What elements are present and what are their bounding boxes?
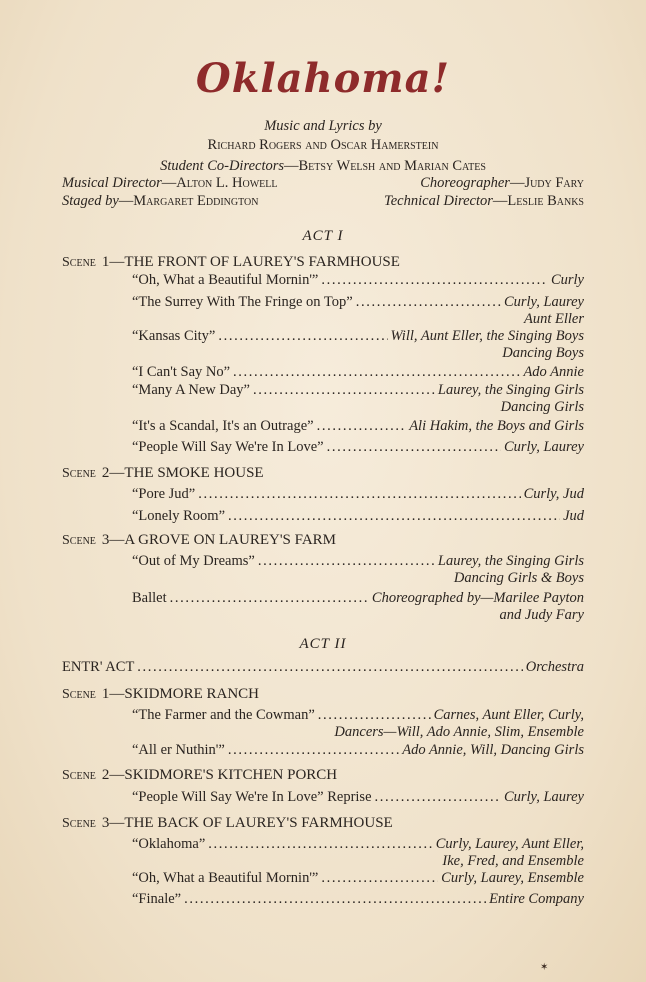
scene-label: Scene [62, 768, 96, 783]
act1-scene1-heading [62, 254, 584, 271]
song-cast: Jud [563, 508, 584, 524]
song-cast-continued: Dancing Girls & Boys [453, 570, 584, 586]
song-row [132, 364, 584, 381]
song-cast-continued: and Judy Fary [499, 607, 584, 623]
entract-row [62, 659, 584, 676]
scene-label: Scene [62, 533, 96, 548]
scene-label: Scene [62, 466, 96, 481]
scene-title: 3—A GROVE ON LAUREY'S FARM [101, 532, 337, 548]
song-cast: Ado Annie [523, 364, 584, 380]
song-cast: Curly [550, 272, 584, 288]
leader-dots [137, 659, 522, 676]
leader-dots [233, 364, 520, 381]
song-cast-continued: Dancing Girls [500, 399, 584, 415]
song-cast: Will, Aunt Eller, the Singing Boys [390, 328, 584, 344]
entract-name: ENTR' ACT [62, 659, 135, 675]
scene-title: 1—SKIDMORE RANCH [101, 686, 260, 702]
song-row [132, 707, 584, 741]
song-row [132, 836, 584, 870]
choreographer-label: Choreographer [420, 175, 510, 191]
song-name: “Out of My Dreams” [132, 553, 255, 569]
act2-scene3-heading [62, 815, 584, 832]
song-row [132, 328, 584, 362]
leader-dots [218, 328, 387, 345]
song-name: “All er Nuthin'” [132, 742, 225, 758]
leader-dots [208, 836, 432, 853]
staged-by: Margaret Eddington [133, 193, 259, 209]
song-name: “People Will Say We're In Love” [132, 439, 324, 455]
leader-dots [228, 742, 399, 759]
song-row [132, 486, 584, 503]
leader-dots [253, 382, 435, 399]
song-name: “I Can't Say No” [132, 364, 231, 380]
song-cast: Curly, Laurey [503, 789, 584, 805]
song-row [132, 294, 584, 328]
act-1-title: ACT I [302, 228, 344, 244]
musical-director: Alton L. Howell [176, 175, 278, 191]
act-2-title: ACT II [299, 636, 347, 652]
scene-title: 2—SKIDMORE'S KITCHEN PORCH [101, 767, 338, 783]
scene-label: Scene [62, 687, 96, 702]
music-lyrics-label: Music and Lyrics by [264, 118, 382, 134]
song-row [132, 272, 584, 289]
leader-dots [321, 870, 438, 887]
staged-by-label: Staged by [62, 193, 119, 209]
staged-by-credit: Staged by—Margaret Eddington [62, 193, 259, 209]
song-cast: Ali Hakim, the Boys and Girls [409, 418, 584, 434]
song-row [132, 382, 584, 416]
leader-dots [258, 553, 435, 570]
song-row [132, 891, 584, 908]
song-cast: Ado Annie, Will, Dancing Girls [402, 742, 584, 758]
credits-row-2 [62, 193, 584, 210]
song-name: “Oklahoma” [132, 836, 206, 852]
scene-label: Scene [62, 816, 96, 831]
song-cast-continued: Ike, Fred, and Ensemble [442, 853, 584, 869]
song-name: “Oh, What a Beautiful Mornin'” [132, 272, 319, 288]
choreographer: Judy Fary [524, 175, 584, 191]
song-cast: Curly, Laurey [503, 439, 584, 455]
song-name: “Pore Jud” [132, 486, 196, 502]
song-name: “The Surrey With The Fringe on Top” [132, 294, 353, 310]
song-cast: Curly, Laurey, Aunt Eller, [435, 836, 584, 852]
song-name: “Many A New Day” [132, 382, 250, 398]
song-cast: Laurey, the Singing Girls [437, 382, 584, 398]
ornament-icon: ✶ [540, 962, 549, 973]
song-name: “It's a Scandal, It's an Outrage” [132, 418, 314, 434]
musical-director-credit: Musical Director—Alton L. Howell [62, 175, 278, 191]
musical-director-label: Musical Director [62, 175, 162, 191]
song-name: “The Farmer and the Cowman” [132, 707, 315, 723]
song-row [132, 439, 584, 456]
technical-director-label: Technical Director [384, 193, 493, 209]
leader-dots [321, 272, 548, 289]
song-name: “Finale” [132, 891, 182, 907]
song-cast-continued: Dancers—Will, Ado Annie, Slim, Ensemble [334, 724, 584, 740]
song-cast: Entire Company [489, 891, 584, 907]
student-co-directors-line: Student Co-Directors—Betsy Welsh and Marian Cates [160, 158, 486, 174]
entract-cast: Orchestra [525, 659, 584, 675]
scene-label: Scene [62, 255, 96, 270]
song-cast: Laurey, the Singing Girls [437, 553, 584, 569]
scene-title: 3—THE BACK OF LAUREY'S FARMHOUSE [101, 815, 393, 831]
song-row [132, 789, 584, 806]
leader-dots [184, 891, 486, 908]
technical-director-credit: Technical Director—Leslie Banks [384, 193, 584, 209]
song-cast-continued: Aunt Eller [523, 311, 584, 327]
song-name: “Lonely Room” [132, 508, 226, 524]
song-row [132, 508, 584, 525]
song-row [132, 418, 584, 435]
song-cast: Choreographed by—Marilee Payton [371, 590, 584, 606]
song-cast: Carnes, Aunt Eller, Curly, [433, 707, 584, 723]
song-row [132, 870, 584, 887]
leader-dots [318, 707, 431, 724]
act2-scene1-heading [62, 686, 584, 703]
choreographer-credit: Choreographer—Judy Fary [420, 175, 584, 191]
scene-title: 1—THE FRONT OF LAUREY'S FARMHOUSE [101, 254, 400, 270]
credits-row-1 [62, 175, 584, 192]
leader-dots [327, 439, 501, 456]
act2-scene2-heading [62, 767, 584, 784]
song-row [132, 742, 584, 759]
technical-director: Leslie Banks [507, 193, 584, 209]
song-name: “Kansas City” [132, 328, 216, 344]
song-cast-continued: Dancing Boys [502, 345, 584, 361]
song-name: “People Will Say We're In Love” Reprise [132, 789, 372, 805]
song-cast: Curly, Jud [523, 486, 584, 502]
song-cast: Curly, Laurey [503, 294, 584, 310]
act1-scene2-heading [62, 465, 584, 482]
student-co-directors: Betsy Welsh and Marian Cates [298, 158, 486, 174]
song-name: “Oh, What a Beautiful Mornin'” [132, 870, 319, 886]
song-row [132, 590, 584, 624]
student-co-directors-label: Student Co-Directors [160, 158, 285, 174]
song-name: Ballet [132, 590, 167, 606]
music-lyrics-names: Richard Rogers and Oscar Hamerstein [207, 137, 439, 153]
leader-dots [356, 294, 501, 311]
leader-dots [198, 486, 520, 503]
scene-title: 2—THE SMOKE HOUSE [101, 465, 264, 481]
song-cast: Curly, Laurey, Ensemble [441, 870, 584, 886]
leader-dots [170, 590, 369, 607]
leader-dots [317, 418, 407, 435]
act1-scene3-heading [62, 532, 584, 549]
program-title: Oklahoma! [195, 55, 451, 102]
leader-dots [228, 508, 560, 525]
song-row [132, 553, 584, 587]
leader-dots [375, 789, 501, 806]
